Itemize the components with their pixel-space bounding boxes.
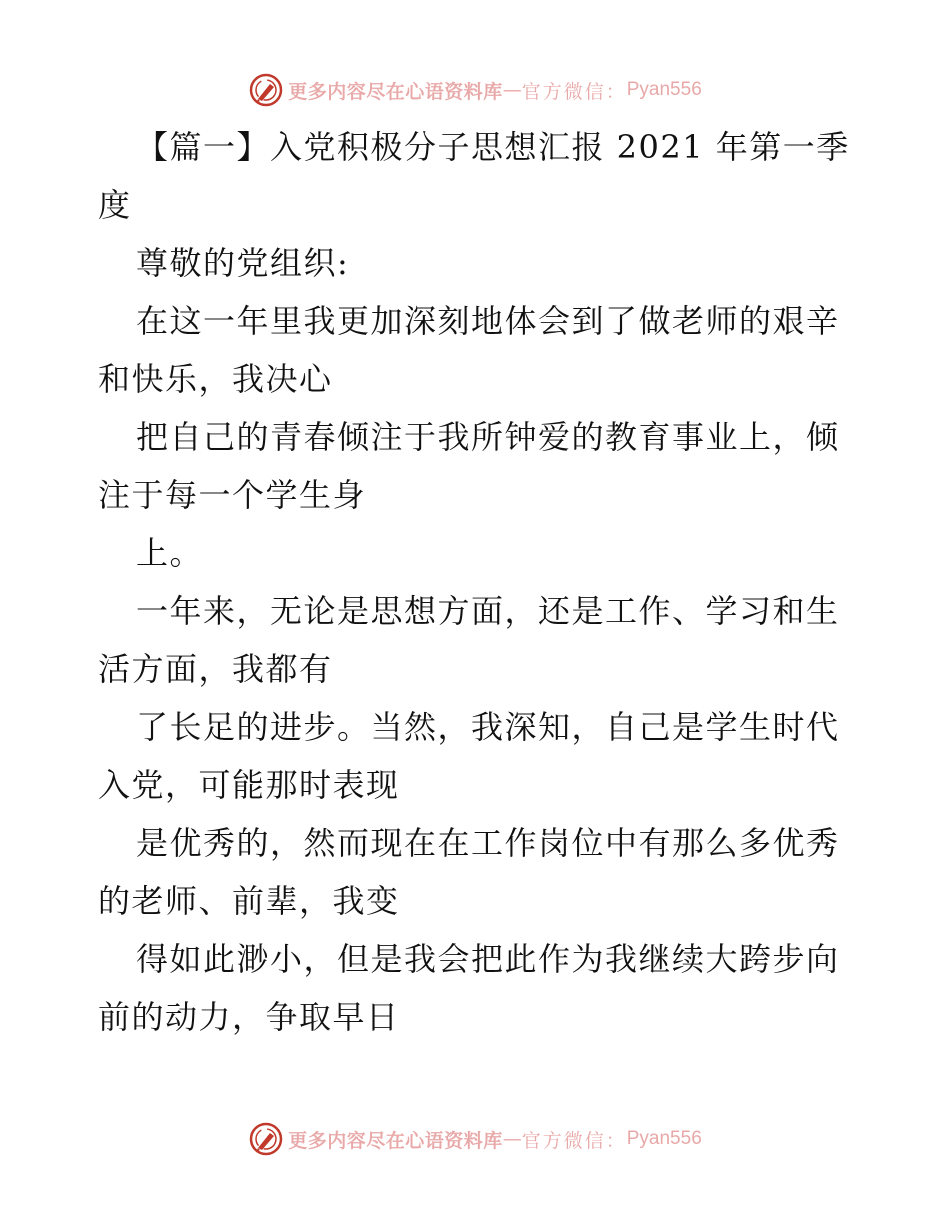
paragraph-line: 注于每一个学生身 [98,476,367,514]
paragraph-line: 在这一年里我更加深刻地体会到了做老师的艰辛 [136,302,840,340]
footer-banner-separator: — [502,1128,522,1150]
paragraph-line: 是优秀的，然而现在在工作岗位中有那么多优秀 [136,824,840,862]
document-body [98,118,854,1046]
paragraph-line: 一年来，无论是思想方面，还是工作、学习和生 [136,592,840,630]
paragraph-line: 了长足的进步。当然，我深知，自己是学生时代 [136,708,840,746]
header-wechat-label: 官方微信： [521,80,627,103]
header-wechat-id: Pyan556 [626,79,702,100]
header-banner-text: 更多内容尽在心语资料库 [288,80,503,103]
footer-banner-text: 更多内容尽在心语资料库 [288,1129,503,1152]
paragraph-line: 入党，可能那时表现 [98,766,400,804]
paragraph-line: 把自己的青春倾注于我所钟爱的教育事业上，倾 [136,418,840,456]
paragraph-line: 上。 [136,534,204,572]
document-title-line-1: 【篇一】入党积极分子思想汇报 2021 年第一季 [136,128,850,166]
footer-wechat-id: Pyan556 [626,1128,702,1149]
paragraph-line: 和快乐，我决心 [98,360,333,398]
paragraph-line: 活方面，我都有 [98,650,333,688]
paragraph-line: 的老师、前辈，我变 [98,882,400,920]
footer-banner [0,1119,950,1159]
paragraph-line: 得如此渺小，但是我会把此作为我继续大跨步向 [136,940,840,978]
pen-logo-icon [248,72,284,108]
paragraph-line: 前的动力，争取早日 [98,998,400,1036]
salutation: 尊敬的党组织: [136,244,350,282]
footer-wechat-label: 官方微信： [521,1129,627,1152]
pen-logo-icon [248,1121,284,1157]
header-banner-separator: — [502,79,522,101]
document-title-line-2: 度 [98,186,132,224]
header-banner [0,70,950,110]
